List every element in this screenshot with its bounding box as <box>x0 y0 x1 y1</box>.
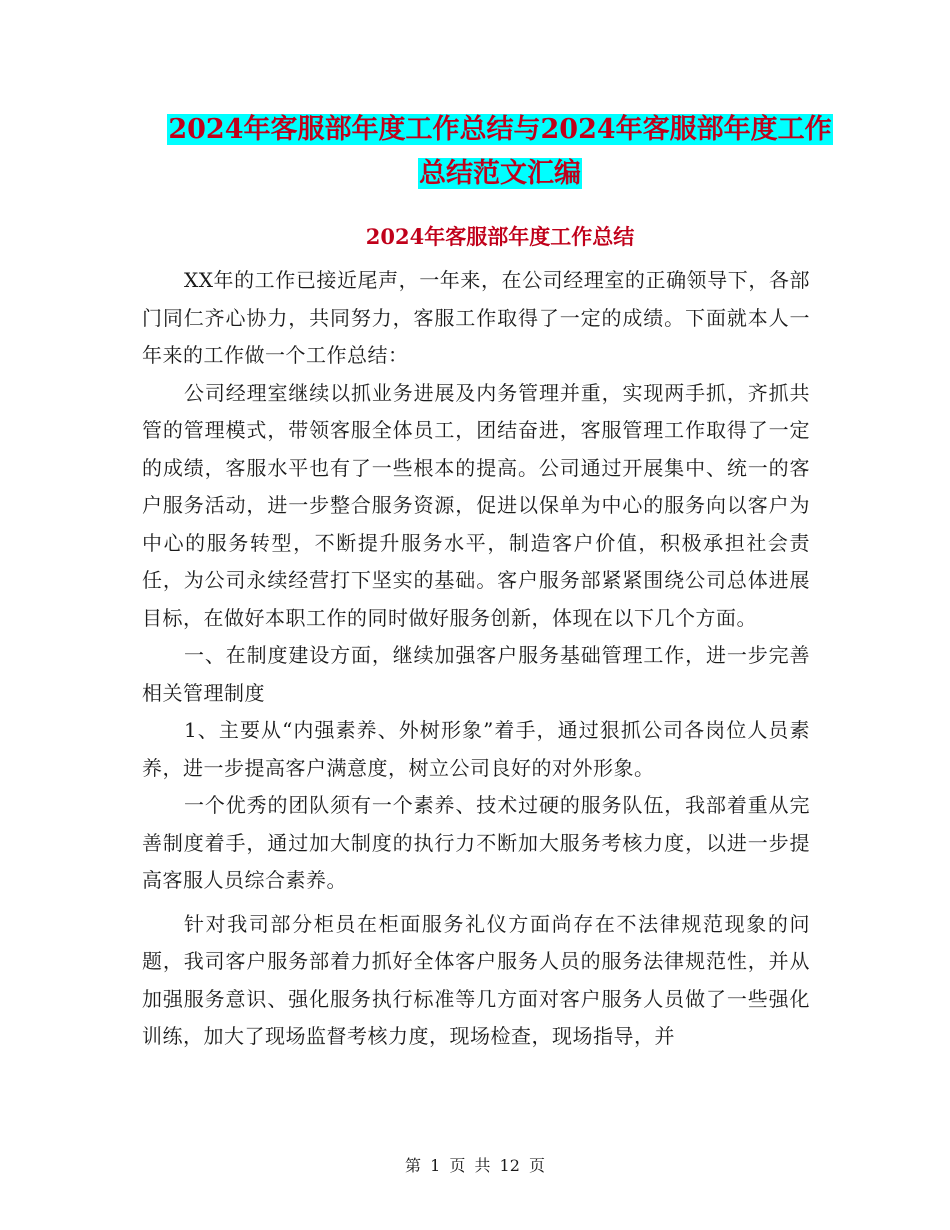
paragraph: XX年的工作已接近尾声，一年来，在公司经理室的正确领导下，各部门同仁齐心协力，共同努力，客服工作取得了一定的成绩。下面就本人一年来的工作做一个工作总结： <box>142 268 810 367</box>
document-body <box>142 262 810 1056</box>
paragraph: 一个优秀的团队须有一个素养、技术过硬的服务队伍，我部着重从完善制度着手，通过加大制度的执行力不断加大服务考核力度，以进一步提高客服人员综合素养。 <box>142 793 810 892</box>
paragraph: 一、在制度建设方面，继续加强客户服务基础管理工作，进一步完善相关管理制度 <box>142 643 810 705</box>
paragraph: 针对我司部分柜员在柜面服务礼仪方面尚存在不法律规范现象的问题，我司客户服务部着力抓好全体客户服务人员的服务法律规范性，并从加强服务意识、强化服务执行标准等几方面对客户服务人员做了一些强化训练，加大了现场监督考核力度，现场检查，现场指导，并 <box>142 911 810 1048</box>
document-title-line1: 2024年客服部年度工作总结与2024年客服部年度工作 <box>168 114 832 145</box>
paragraph: 公司经理室继续以抓业务进展及内务管理并重，实现两手抓，齐抓共管的管理模式，带领客服全体员工，团结奋进，客服管理工作取得了一定的成绩，客服水平也有了一些根本的提高。公司通过开展集中、统一的客户服务活动，进一步整合服务资源，促进以保单为中心的服务向以客户为中心的服务转型，不断提升服务水平，制造客户价值，积极承担社会责任，为公司永续经营打下坚实的基础。客户服务部紧紧围绕公司总体进展目标，在做好本职工作的同时做好服务创新，体现在以下几个方面。 <box>142 380 810 630</box>
document-title-line2: 总结范文汇编 <box>419 158 581 189</box>
document-title <box>140 108 860 196</box>
section-title: 2024年客服部年度工作总结 <box>365 224 635 249</box>
page-footer: 第 1 页 共 12 页 <box>405 1156 545 1175</box>
paragraph: 1、主要从“内强素养、外树形象”着手，通过狠抓公司各岗位人员素养，进一步提高客户满意度，树立公司良好的对外形象。 <box>142 718 810 780</box>
